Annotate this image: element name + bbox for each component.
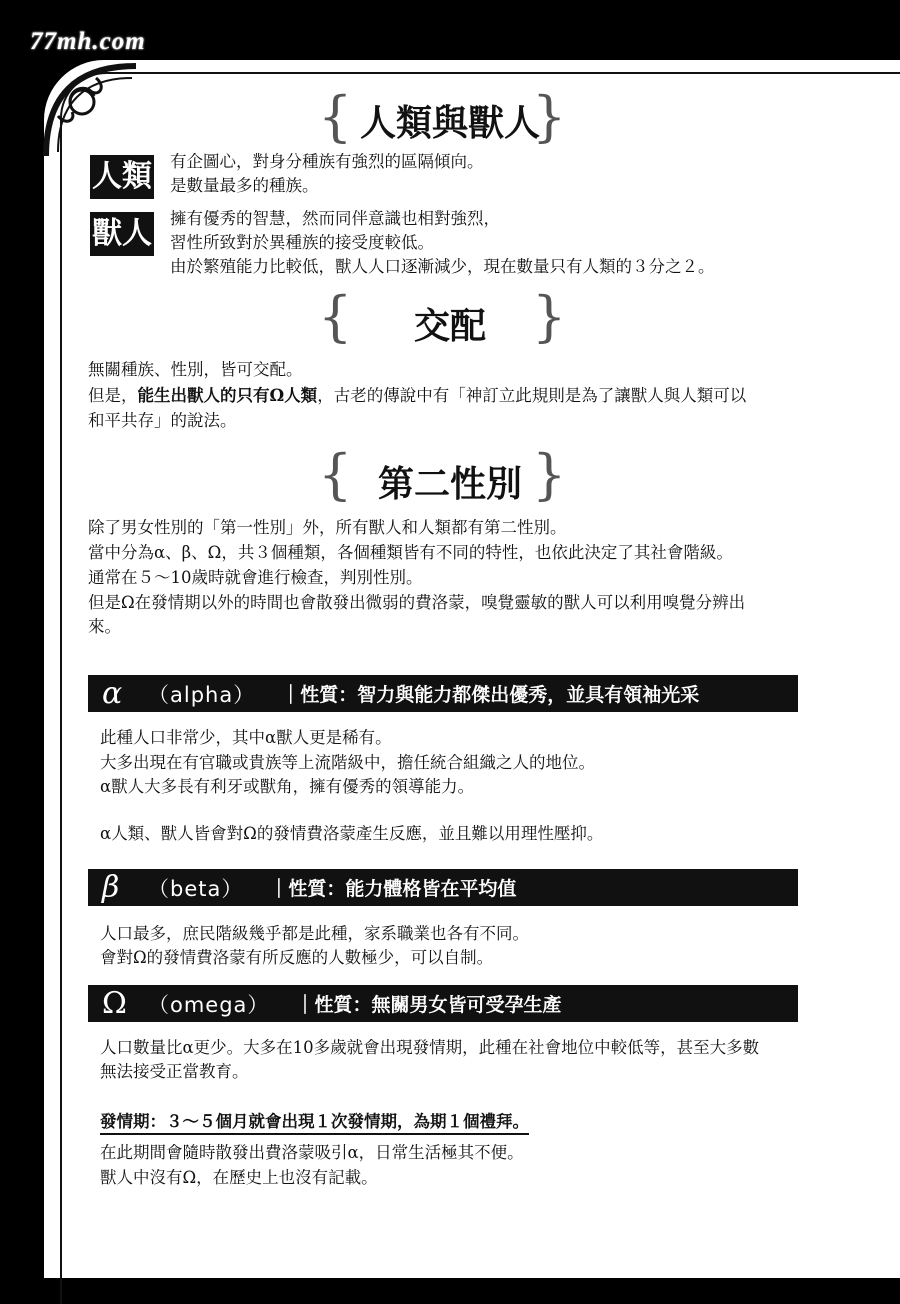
- mating-text: 但是，: [88, 386, 138, 405]
- omega-nature: ｜性質：無關男女皆可受孕生產: [295, 994, 562, 1016]
- heat-period-title: [100, 1110, 529, 1134]
- alpha-line: α獸人大多長有利牙或獸角，擁有優秀的領導能力。: [100, 777, 475, 796]
- second-gender-line: 通常在５～10歲時就會進行檢查，判別性別。: [88, 568, 423, 587]
- beast-line: 由於繁殖能力比較低，獸人人口逐漸減少，現在數量只有人類的３分之２。: [170, 257, 715, 276]
- section-title-human-beast: 人類與獸人: [359, 102, 540, 144]
- second-gender-line: 當中分為α、β、Ω，共３個種類，各個種類皆有不同的特性，也依此決定了其社會階級。: [88, 543, 733, 562]
- beta-line: 會對Ω的發情費洛蒙有所反應的人數極少，可以自制。: [100, 948, 494, 967]
- beta-header-bar: [88, 869, 798, 906]
- second-gender-line: 但是Ω在發情期以外的時間也會散發出微弱的費洛蒙，嗅覺靈敏的獸人可以利用嗅覺分辨出: [88, 593, 746, 612]
- heat-period-title-text: 發情期：３～５個月就會出現１次發情期，為期１個禮拜。: [100, 1112, 529, 1135]
- section-title-mating: 交配: [413, 305, 486, 347]
- alpha-header-bar: [88, 675, 798, 712]
- watermark: 77mh.com: [30, 28, 146, 55]
- second-gender-line: 來。: [88, 617, 121, 636]
- beast-line: 習性所致對於異種族的接受度較低。: [170, 233, 434, 252]
- alpha-line: α人類、獸人皆會對Ω的發情費洛蒙產生反應，並且難以用理性壓抑。: [100, 824, 604, 843]
- mating-line: 無關種族、性別，皆可交配。: [88, 360, 303, 379]
- beta-name: （beta）: [148, 876, 244, 901]
- beta-symbol: β: [102, 870, 120, 905]
- omega-symbol: Ω: [102, 986, 127, 1021]
- brace-right-icon: }: [532, 285, 567, 348]
- omega-line: 無法接受正當教育。: [100, 1062, 249, 1081]
- omega-name: （omega）: [148, 992, 270, 1017]
- omega-line: 人口數量比α更少。大多在10多歲就會出現發情期，此種在社會地位中較低等，甚至大多數: [100, 1038, 760, 1057]
- alpha-symbol: α: [102, 676, 123, 711]
- mating-line: 和平共存」的說法。: [88, 411, 237, 430]
- alpha-line: 大多出現在有官職或貴族等上流階級中，擔任統合組織之人的地位。: [100, 753, 595, 772]
- brace-left-icon: {: [318, 285, 353, 348]
- human-line: 是數量最多的種族。: [170, 176, 319, 195]
- section-title-second-gender: 第二性別: [377, 463, 522, 505]
- mating-line-2: [88, 384, 746, 408]
- human-line: 有企圖心，對身分種族有強烈的區隔傾向。: [170, 152, 484, 171]
- alpha-line: 此種人口非常少，其中α獸人更是稀有。: [100, 728, 392, 747]
- mating-emphasis: 能生出獸人的只有Ω人類: [137, 386, 318, 405]
- badge-beast: 獸人: [90, 212, 154, 256]
- brace-left-icon: {: [318, 85, 353, 148]
- brace-left-icon: {: [318, 443, 353, 506]
- beta-line: 人口最多，庶民階級幾乎都是此種，家系職業也各有不同。: [100, 924, 529, 943]
- heat-line: 在此期間會隨時散發出費洛蒙吸引α，日常生活極其不便。: [100, 1143, 524, 1162]
- alpha-name: （alpha）: [148, 682, 256, 707]
- second-gender-line: 除了男女性別的「第一性別」外，所有獸人和人類都有第二性別。: [88, 518, 567, 537]
- mating-text: ，古老的傳說中有「神訂立此規則是為了讓獸人與人類可以: [317, 386, 747, 405]
- beast-line: 擁有優秀的智慧，然而同伴意識也相對強烈，: [170, 209, 500, 228]
- brace-right-icon: }: [532, 85, 567, 148]
- omega-header-bar: [88, 985, 798, 1022]
- brace-right-icon: }: [532, 443, 567, 506]
- alpha-nature: ｜性質：智力與能力都傑出優秀，並具有領袖光采: [281, 684, 700, 706]
- badge-human: 人類: [90, 155, 154, 199]
- beta-nature: ｜性質：能力體格皆在平均值: [269, 878, 517, 900]
- heat-line: 獸人中沒有Ω，在歷史上也沒有記載。: [100, 1168, 378, 1187]
